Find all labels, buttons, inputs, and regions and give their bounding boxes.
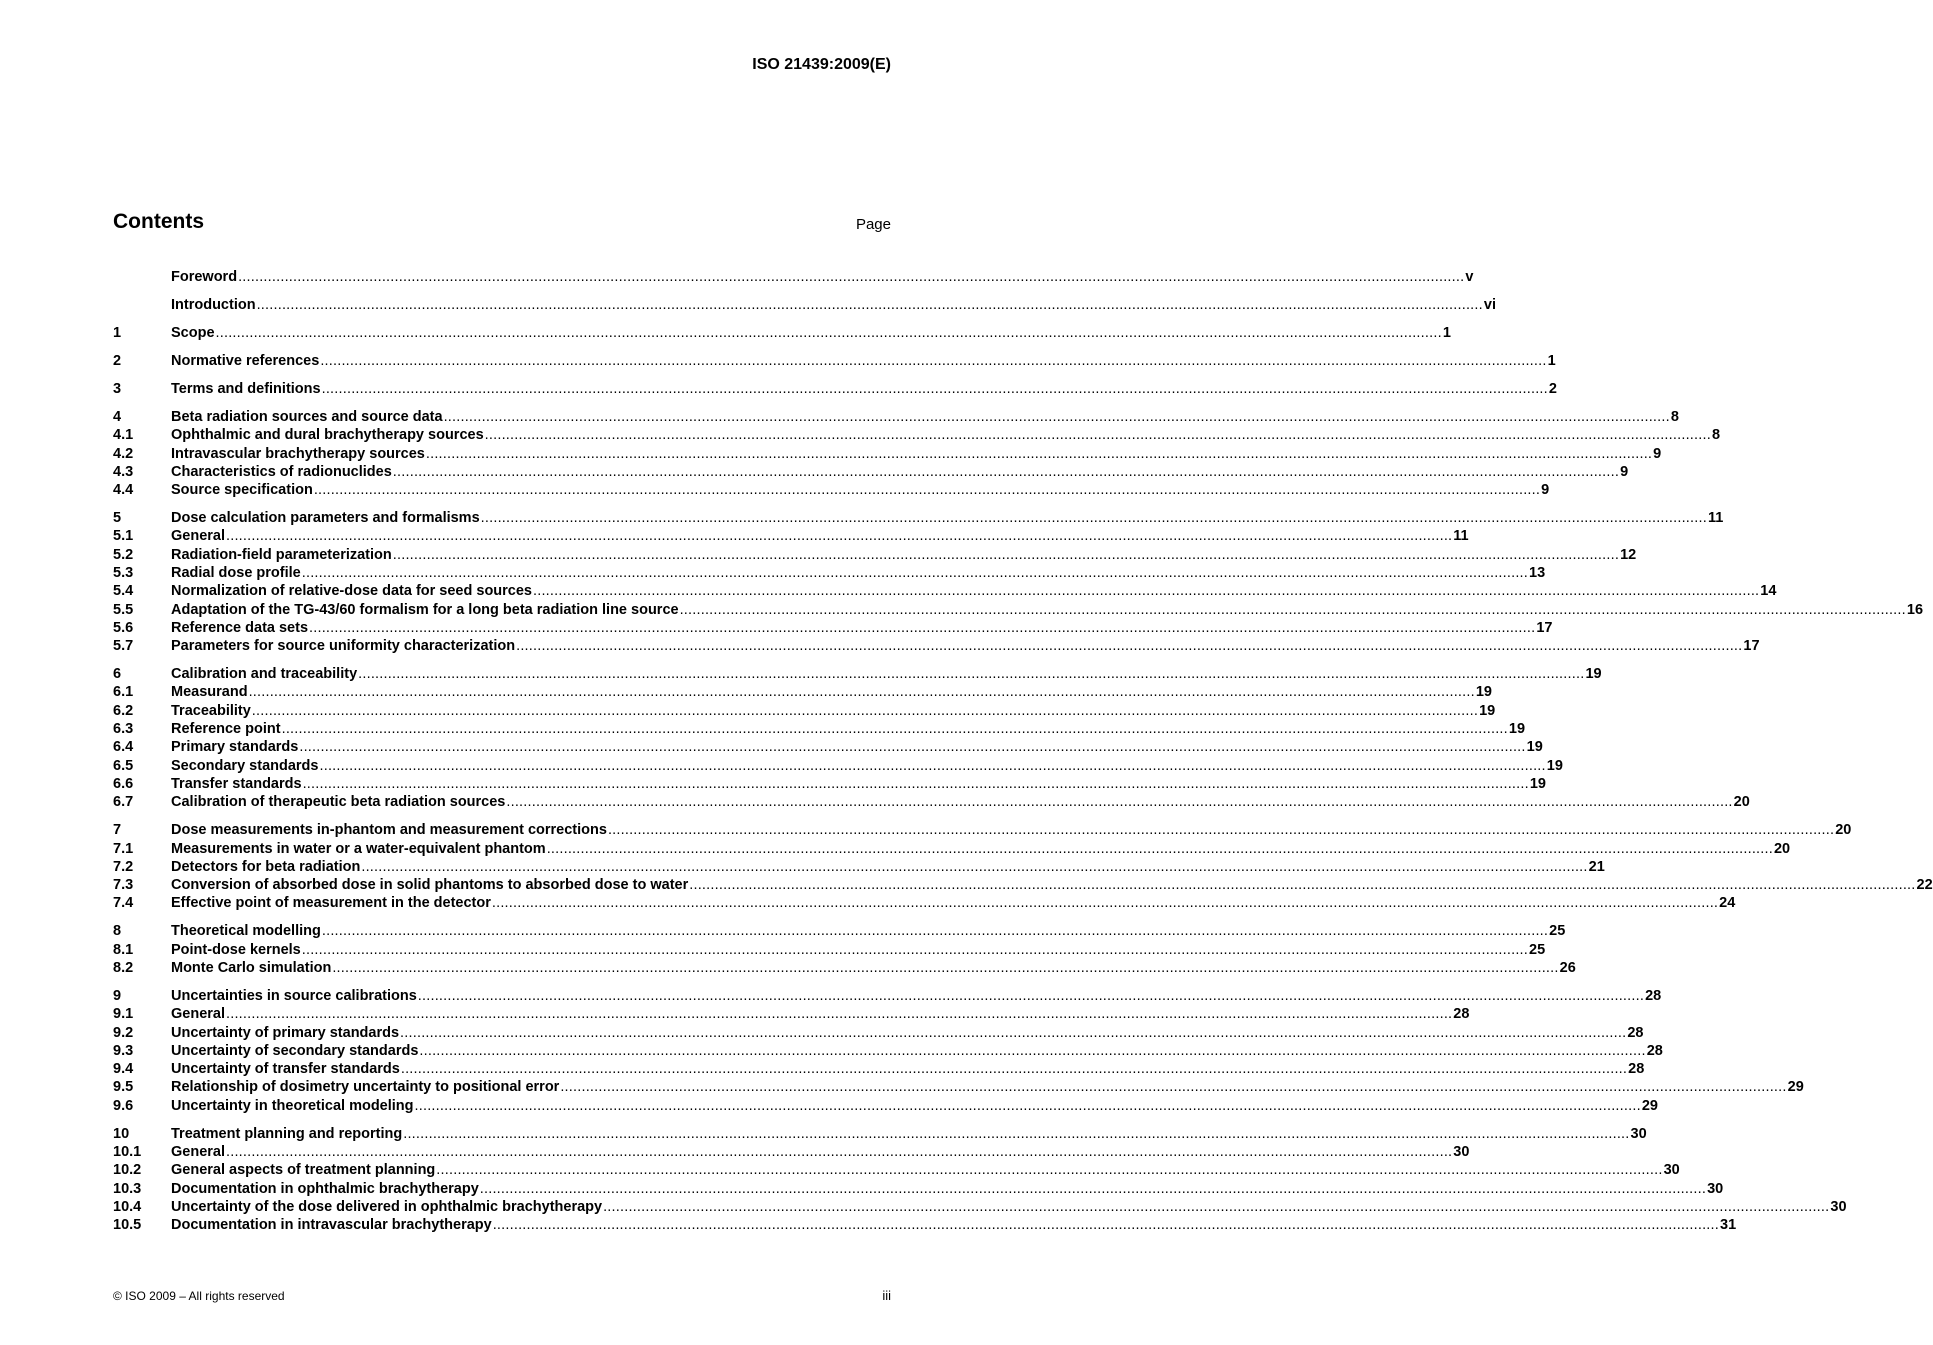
dot-leader: [400, 1024, 1626, 1042]
toc-entry[interactable]: [113, 1005, 1470, 1023]
toc-entry-page: 28: [1646, 1042, 1663, 1059]
dot-leader: [492, 894, 1718, 912]
dot-leader: [533, 582, 1759, 600]
toc-entry-number: 7.1: [113, 840, 134, 857]
toc-entry-page: 19: [1529, 775, 1546, 792]
toc-entry-number: 8.1: [113, 941, 134, 958]
toc-entry-page: 28: [1453, 1006, 1470, 1023]
toc-entry[interactable]: [113, 1161, 1680, 1179]
toc-entry-title: Radial dose profile: [171, 564, 301, 581]
toc-entry-number: 10.4: [113, 1198, 142, 1215]
toc-entry[interactable]: [113, 380, 1557, 398]
toc-entry[interactable]: [113, 1024, 1644, 1042]
toc-entry-number: 10.5: [113, 1217, 142, 1234]
toc-entry-page: 17: [1743, 638, 1760, 655]
dot-leader: [481, 509, 1707, 527]
toc-entry-page: 11: [1453, 528, 1469, 545]
toc-entry-page: 28: [1627, 1024, 1644, 1041]
toc-entry[interactable]: [113, 941, 1546, 959]
toc-entry-title: Detectors for beta radiation: [171, 858, 361, 875]
toc-entry-number: 9.4: [113, 1061, 134, 1078]
toc-entry[interactable]: [113, 987, 1662, 1005]
toc-entry[interactable]: [113, 509, 1724, 527]
dot-leader: [516, 637, 1742, 655]
dot-leader: [319, 757, 1545, 775]
page-number: iii: [882, 1288, 891, 1303]
toc-entry-number: 4: [113, 408, 122, 425]
dot-leader: [547, 840, 1773, 858]
toc-entry-title: Traceability: [171, 702, 251, 719]
toc-entry-title: Parameters for source uniformity characterization: [171, 638, 516, 655]
toc-entry-page: 14: [1760, 583, 1777, 600]
toc-entry-title: Uncertainty of the dose delivered in ophthalmic brachytherapy: [171, 1198, 603, 1215]
toc-entry-number: 6.5: [113, 757, 134, 774]
toc-entry-title: Documentation in intravascular brachytherapy: [171, 1217, 492, 1234]
toc-entry-number: 6.6: [113, 775, 134, 792]
toc-entry-title: Calibration and traceability: [171, 666, 358, 683]
dot-leader: [608, 821, 1834, 839]
dot-leader: [302, 941, 1528, 959]
toc-entry-number: 9.6: [113, 1097, 134, 1114]
toc-section-group: [113, 665, 1750, 811]
toc-entry[interactable]: [113, 324, 1451, 342]
toc-entry[interactable]: [113, 1097, 1658, 1115]
toc-entry-title: Uncertainty in theoretical modeling: [171, 1097, 414, 1114]
toc-entry[interactable]: [113, 683, 1492, 701]
toc-entry-number: 3: [113, 380, 122, 397]
toc-section-group: [113, 987, 1804, 1115]
toc-entry[interactable]: [113, 601, 1924, 619]
toc-entry-title: Effective point of measurement in the detector: [171, 895, 491, 912]
toc-entry-number: 5.1: [113, 528, 134, 545]
toc-entry-title: Ophthalmic and dural brachytherapy sources: [171, 427, 484, 444]
toc-entry-number: 9.2: [113, 1024, 134, 1041]
toc-entry[interactable]: [113, 959, 1576, 977]
toc-entry-title: Dose calculation parameters and formalisms: [171, 510, 480, 527]
dot-leader: [299, 738, 1525, 756]
toc-entry-number: 4.2: [113, 445, 134, 462]
toc-entry-title: Measurand: [171, 684, 248, 701]
page-column-label: Page: [855, 216, 891, 233]
toc-entry-page: 1: [1442, 324, 1451, 341]
toc-entry-number: 7: [113, 822, 122, 839]
toc-entry[interactable]: [113, 352, 1556, 370]
dot-leader: [226, 527, 1452, 545]
contents-heading: Contents: [113, 210, 204, 233]
toc-entry-number: 6.3: [113, 721, 134, 738]
toc-entry-title: Terms and definitions: [171, 380, 321, 397]
toc-entry[interactable]: [113, 445, 1662, 463]
toc-entry[interactable]: [113, 894, 1736, 912]
toc-entry[interactable]: [113, 738, 1543, 756]
toc-entry-number: 9.3: [113, 1042, 134, 1059]
toc-entry-page: 19: [1479, 702, 1496, 719]
toc-entry-title: General: [171, 528, 225, 545]
toc-entry[interactable]: [113, 665, 1602, 683]
toc-section-group: [113, 1125, 1847, 1235]
dot-leader: [680, 601, 1906, 619]
toc-entry-title: Beta radiation sources and source data: [171, 408, 443, 425]
toc-entry-page: 20: [1733, 794, 1750, 811]
toc-entry-page: 30: [1663, 1162, 1680, 1179]
toc-entry-title: Source specification: [171, 482, 313, 499]
toc-entry[interactable]: [113, 1216, 1737, 1234]
toc-entry-number: 4.4: [113, 482, 134, 499]
toc-entry-title: Radiation-field parameterization: [171, 546, 392, 563]
toc-entry-number: 8.2: [113, 959, 134, 976]
toc-section-group: [113, 352, 1556, 370]
toc-entry[interactable]: [113, 296, 1496, 314]
toc-entry-title: Reference data sets: [171, 619, 309, 636]
toc-entry[interactable]: [113, 637, 1760, 655]
dot-leader: [419, 1042, 1645, 1060]
dot-leader: [444, 408, 1670, 426]
toc-entry[interactable]: [113, 546, 1637, 564]
toc-entry-page: 8: [1711, 427, 1721, 444]
toc-entry-number: 6.1: [113, 684, 134, 701]
toc-entry[interactable]: [113, 876, 1933, 894]
toc-entry-number: 10.2: [113, 1162, 142, 1179]
toc-entry[interactable]: [113, 463, 1629, 481]
document-id: ISO 21439:2009(E): [752, 56, 891, 73]
toc-entry-number: 4.3: [113, 463, 134, 480]
dot-leader: [226, 1143, 1452, 1161]
toc-entry-title: Introduction: [171, 296, 256, 313]
toc-entry-title: Relationship of dosimetry uncertainty to positional error: [171, 1079, 560, 1096]
dot-leader: [689, 876, 1915, 894]
toc-entry[interactable]: [113, 268, 1474, 286]
toc-entry-number: 10.3: [113, 1180, 142, 1197]
dot-leader: [322, 922, 1548, 940]
toc-entry-title: Characteristics of radionuclides: [171, 463, 392, 480]
dot-leader: [415, 1097, 1641, 1115]
toc-entry-number: 5.2: [113, 546, 134, 563]
toc-entry-number: 5.5: [113, 601, 134, 618]
toc-entry-title: Uncertainty of secondary standards: [171, 1042, 419, 1059]
toc-entry-title: Uncertainty of transfer standards: [171, 1061, 400, 1078]
toc-entry-title: Documentation in ophthalmic brachytherapy: [171, 1180, 479, 1197]
toc-entry-number: 10: [113, 1125, 130, 1142]
toc-entry-title: Secondary standards: [171, 757, 319, 774]
dot-leader: [309, 619, 1535, 637]
toc-entry-page: 8: [1670, 408, 1679, 425]
toc-entry-page: 16: [1906, 601, 1924, 618]
toc-section-group: [113, 821, 1933, 912]
toc-entry[interactable]: [113, 582, 1777, 600]
toc-entry-page: 19: [1475, 684, 1492, 701]
toc-entry[interactable]: [113, 720, 1526, 738]
toc-entry-number: 10.1: [113, 1144, 142, 1161]
dot-leader: [393, 463, 1619, 481]
toc-entry-page: 11: [1707, 510, 1724, 527]
dot-leader: [485, 426, 1711, 444]
dot-leader: [480, 1180, 1706, 1198]
dot-leader: [361, 858, 1587, 876]
dot-leader: [332, 959, 1558, 977]
toc-entry-page: 29: [1641, 1097, 1658, 1114]
dot-leader: [403, 1125, 1629, 1143]
toc-entry-title: Foreword: [171, 269, 238, 285]
table-of-contents: [113, 268, 1933, 1244]
toc-entry-number: 7.4: [113, 895, 134, 912]
toc-entry-page: 24: [1719, 895, 1736, 912]
toc-entry-page: v: [1465, 269, 1474, 285]
toc-entry[interactable]: [113, 1180, 1724, 1198]
dot-leader: [506, 793, 1732, 811]
dot-leader: [426, 445, 1652, 463]
toc-entry-title: Dose measurements in-phantom and measurement corrections: [171, 822, 607, 839]
copyright-notice: © ISO 2009 – All rights reserved: [113, 1289, 285, 1303]
dot-leader: [216, 324, 1442, 342]
dot-leader: [322, 380, 1548, 398]
toc-entry-page: 20: [1835, 822, 1852, 839]
dot-leader: [249, 683, 1475, 701]
toc-entry-page: 9: [1620, 463, 1629, 480]
dot-leader: [314, 481, 1540, 499]
toc-entry-title: Scope: [171, 324, 215, 341]
dot-leader: [320, 352, 1546, 370]
dot-leader: [418, 987, 1644, 1005]
toc-entry-title: Point-dose kernels: [171, 941, 301, 958]
toc-entry-title: Normalization of relative-dose data for seed sources: [171, 583, 532, 600]
dot-leader: [493, 1216, 1719, 1234]
toc-entry[interactable]: [113, 821, 1852, 839]
toc-section-group: [113, 268, 1474, 286]
toc-entry-page: 17: [1536, 619, 1553, 636]
toc-entry-title: Normative references: [171, 352, 320, 369]
toc-entry[interactable]: [113, 408, 1679, 426]
toc-entry-number: 5.3: [113, 564, 134, 581]
toc-entry-page: 21: [1588, 858, 1605, 875]
toc-entry-number: 5.4: [113, 583, 134, 600]
toc-entry-number: 6: [113, 666, 122, 683]
dot-leader: [358, 665, 1584, 683]
dot-leader: [436, 1161, 1662, 1179]
toc-entry-number: 1: [113, 324, 122, 341]
toc-entry-title: Measurements in water or a water-equivalent phantom: [171, 840, 546, 857]
dot-leader: [226, 1005, 1452, 1023]
toc-entry-title: General: [171, 1006, 225, 1023]
toc-entry-page: vi: [1483, 296, 1496, 313]
dot-leader: [282, 720, 1508, 738]
toc-entry-title: Uncertainty of primary standards: [171, 1024, 400, 1041]
toc-entry-number: 7.2: [113, 858, 134, 875]
toc-entry-number: 5: [113, 510, 122, 527]
toc-entry-number: 9: [113, 987, 122, 1004]
toc-entry-page: 1: [1547, 352, 1556, 369]
toc-entry-number: 6.4: [113, 739, 134, 756]
toc-entry-title: General: [171, 1144, 225, 1161]
dot-leader: [560, 1078, 1786, 1096]
toc-entry-number: 2: [113, 352, 122, 369]
toc-entry-page: 19: [1546, 757, 1563, 774]
toc-entry-page: 12: [1620, 546, 1637, 563]
dot-leader: [393, 546, 1619, 564]
toc-entry-page: 19: [1526, 739, 1543, 756]
toc-entry-number: 8: [113, 923, 122, 940]
toc-entry-page: 20: [1773, 840, 1791, 857]
toc-entry-number: 4.1: [113, 427, 134, 444]
toc-entry-title: Reference point: [171, 721, 281, 738]
toc-entry-title: Monte Carlo simulation: [171, 959, 332, 976]
toc-entry-title: Transfer standards: [171, 775, 302, 792]
toc-entry-page: 25: [1529, 941, 1546, 958]
dot-leader: [603, 1198, 1829, 1216]
toc-entry-title: Uncertainties in source calibrations: [171, 987, 417, 1004]
dot-leader: [302, 564, 1528, 582]
toc-entry-page: 19: [1585, 666, 1602, 683]
toc-entry-title: Conversion of absorbed dose in solid phantoms to absorbed dose to water: [171, 877, 689, 894]
toc-section-group: [113, 380, 1557, 398]
dot-leader: [401, 1060, 1627, 1078]
toc-section-group: [113, 509, 1924, 655]
toc-entry[interactable]: [113, 775, 1546, 793]
toc-entry[interactable]: [113, 757, 1563, 775]
toc-entry[interactable]: [113, 922, 1566, 940]
toc-entry-page: 22: [1916, 877, 1933, 894]
toc-entry[interactable]: [113, 1198, 1847, 1216]
toc-entry[interactable]: [113, 858, 1605, 876]
dot-leader: [303, 775, 1529, 793]
toc-entry-page: 31: [1720, 1217, 1737, 1234]
toc-entry[interactable]: [113, 1042, 1663, 1060]
toc-entry[interactable]: [113, 702, 1496, 720]
toc-entry[interactable]: [113, 793, 1750, 811]
toc-entry-title: Theoretical modelling: [171, 923, 321, 940]
toc-entry-number: 6.7: [113, 794, 134, 811]
toc-entry-title: Calibration of therapeutic beta radiation sources: [171, 794, 506, 811]
toc-section-group: [113, 296, 1496, 314]
dot-leader: [238, 268, 1464, 286]
toc-entry-page: 26: [1559, 959, 1576, 976]
toc-entry[interactable]: [113, 481, 1550, 499]
toc-entry[interactable]: [113, 840, 1791, 858]
toc-entry-page: 9: [1653, 445, 1662, 462]
toc-section-group: [113, 922, 1576, 977]
toc-entry-page: 9: [1541, 482, 1550, 499]
toc-entry-page: 25: [1549, 923, 1566, 940]
toc-entry-page: 13: [1529, 564, 1546, 581]
toc-entry-page: 30: [1707, 1180, 1724, 1197]
toc-entry[interactable]: [113, 426, 1721, 444]
toc-entry-page: 28: [1645, 987, 1662, 1004]
toc-entry[interactable]: [113, 1143, 1470, 1161]
toc-entry[interactable]: [113, 564, 1546, 582]
toc-entry-number: 9.1: [113, 1006, 134, 1023]
toc-entry[interactable]: [113, 1078, 1804, 1096]
toc-entry-page: 29: [1787, 1079, 1804, 1096]
toc-entry-title: Intravascular brachytherapy sources: [171, 445, 425, 462]
toc-entry-number: 5.6: [113, 619, 134, 636]
toc-section-group: [113, 408, 1721, 499]
toc-entry-number: 7.3: [113, 877, 134, 894]
dot-leader: [257, 296, 1483, 314]
toc-entry-number: 5.7: [113, 638, 134, 655]
toc-entry[interactable]: [113, 1060, 1645, 1078]
toc-entry-number: 6.2: [113, 702, 134, 719]
toc-entry-title: Treatment planning and reporting: [171, 1125, 403, 1142]
toc-entry[interactable]: [113, 1125, 1647, 1143]
toc-entry[interactable]: [113, 527, 1469, 545]
toc-entry-number: 9.5: [113, 1079, 134, 1096]
toc-entry-title: Adaptation of the TG-43/60 formalism for a long beta radiation line source: [171, 601, 679, 618]
toc-entry-page: 19: [1508, 721, 1526, 738]
toc-entry[interactable]: [113, 619, 1553, 637]
toc-entry-page: 2: [1548, 380, 1557, 397]
toc-entry-page: 28: [1628, 1061, 1645, 1078]
toc-section-group: [113, 324, 1451, 342]
dot-leader: [252, 702, 1478, 720]
toc-entry-page: 30: [1630, 1125, 1647, 1142]
toc-entry-title: General aspects of treatment planning: [171, 1162, 436, 1179]
toc-entry-page: 30: [1453, 1144, 1470, 1161]
toc-entry-page: 30: [1830, 1198, 1847, 1215]
toc-entry-title: Primary standards: [171, 739, 299, 756]
